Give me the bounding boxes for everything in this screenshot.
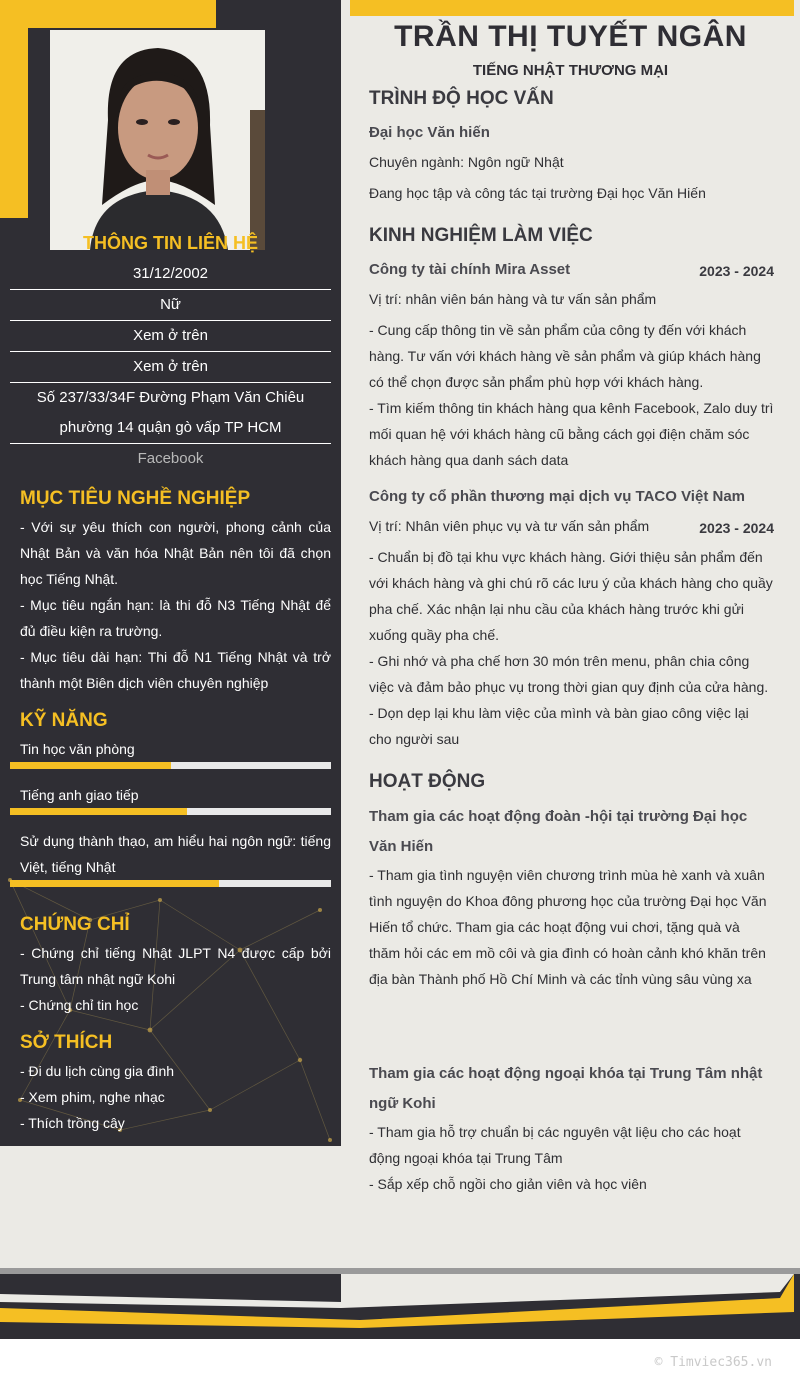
objective-title: MỤC TIÊU NGHỀ NGHIỆP [20, 488, 251, 509]
skill-label-1: Tiếng anh giao tiếp [20, 787, 139, 803]
facebook-link[interactable]: Facebook [137, 450, 204, 467]
skill-bar-fill-2 [10, 880, 219, 887]
bottom-decoration [0, 1268, 800, 1339]
education-desc: Đang học tập và công tác tại trường Đại học Văn Hiến [369, 185, 706, 201]
portrait-icon [50, 30, 265, 250]
activity-name-0: Tham gia các hoạt động đoàn -hội tại trường Đại học Văn Hiến [369, 808, 748, 855]
experience-title: KINH NGHIỆM LÀM VIỆC [369, 225, 593, 246]
skills-title: KỸ NĂNG [20, 710, 108, 731]
job-position-0: Vị trí: nhân viên bán hàng và tư vấn sản phẩm [369, 291, 657, 307]
contact-gender: Nữ [10, 290, 331, 321]
activity-desc-0: - Tham gia tình nguyện viên chương trình mùa hè xanh và xuân tình nguyện do Khoa đông phương học của trường Đại học Văn Hiến tổ chức. Tham gia các hoạt động vui chơi, tặng quà và thăm hỏi các em mồ côi và gia đình có hoàn cảnh khó khăn trên địa bàn Thành phố Hồ Chí Minh và các tỉnh vùng sâu vùng xa [369, 867, 767, 987]
skill-bar-fill-0 [10, 762, 171, 769]
accent-bar-main [350, 0, 794, 16]
accent-bar-left [0, 0, 28, 218]
contact-birthday: 31/12/2002 [10, 259, 331, 290]
activity-desc-1: - Tham gia hỗ trợ chuẩn bị các nguyên vật liệu cho các hoạt động ngoại khóa tại Trung Tâm - Sắp xếp chỗ ngồi cho giản viên và học viên [369, 1124, 741, 1192]
profile-photo [50, 30, 265, 250]
job-company-1: Công ty cổ phần thương mại dịch vụ TACO Việt Nam [369, 488, 745, 505]
skill-label-2: Sử dụng thành thạo, am hiểu hai ngôn ngữ: tiếng Việt, tiếng Nhật [20, 833, 331, 875]
contact-title: THÔNG TIN LIÊN HỆ [83, 233, 258, 253]
candidate-role: TIẾNG NHẬT THƯƠNG MẠI [472, 62, 669, 79]
certificates-text: - Chứng chỉ tiếng Nhật JLPT N4 được cấp bởi Trung tâm nhật ngữ Kohi - Chứng chỉ tin học [20, 945, 331, 1013]
education-title: TRÌNH ĐỘ HỌC VẤN [369, 88, 554, 109]
address-line-2: phường 14 quận gò vấp TP HCM [59, 419, 282, 436]
skill-label-0: Tin học văn phòng [20, 741, 135, 757]
education-school: Đại học Văn hiến [369, 124, 490, 141]
skill-bar-fill-1 [10, 808, 187, 815]
job-desc-1: - Chuẩn bị đồ tại khu vực khách hàng. Giới thiệu sản phẩm đến với khách hàng và ghi chú rõ các lưu ý của khách hàng cho quầy pha chế. Xác nhận lại nhu cầu của khách hàng trước khi gửi xuống quầy pha chế. - Ghi nhớ và pha chế hơn 30 món trên menu, phân chia công việc và đảm bảo phục vụ trong thời gian quy định của cửa hàng. - Dọn dẹp lại khu làm việc của mình và bàn giao công việc lại cho người sau [369, 549, 773, 747]
address-line-1: Số 237/33/34F Đường Phạm Văn Chiêu [36, 389, 305, 406]
activities-title: HOẠT ĐỘNG [369, 771, 486, 792]
job-position-1: Vị trí: Nhân viên phục vụ và tư vấn sản phẩm [369, 518, 650, 534]
contact-address [10, 383, 331, 444]
job-date-0: 2023 - 2024 [699, 263, 774, 279]
skill-bar-1 [10, 808, 331, 815]
accent-bar-top [0, 0, 216, 28]
watermark: © Timviec365.vn [654, 1355, 772, 1370]
job-desc-0: - Cung cấp thông tin về sản phẩm của công ty đến với khách hàng. Tư vấn với khách hàng về sản phẩm và giúp khách hàng có thể chọn được sản phẩm phù hợp với khách hàng. - Tìm kiếm thông tin khách hàng qua kênh Facebook, Zalo duy trì mối quan hệ với khách hàng cũ bằng cách gọi điện chăm sóc khách hàng qua danh sách data [369, 322, 774, 468]
contact-email: Xem ở trên [10, 352, 331, 383]
job-company-0: Công ty tài chính Mira Asset [369, 261, 571, 278]
job-date-1: 2023 - 2024 [699, 520, 774, 536]
education-major: Chuyên ngành: Ngôn ngữ Nhật [369, 154, 564, 170]
skill-bar-2 [10, 880, 331, 887]
candidate-name: TRẦN THỊ TUYẾT NGÂN [394, 20, 747, 53]
activity-name-1: Tham gia các hoạt động ngoại khóa tại Trung Tâm nhật ngữ Kohi [369, 1065, 763, 1112]
hobbies-title: SỞ THÍCH [20, 1032, 113, 1053]
hobbies-text: - Đi du lịch cùng gia đình - Xem phim, nghe nhạc - Thích trồng cây [20, 1063, 175, 1131]
objective-text: - Với sự yêu thích con người, phong cảnh của Nhật Bản và văn hóa Nhật Bản nên tôi đã chọn học Tiếng Nhật. - Mục tiêu ngắn hạn: là thi đỗ N3 Tiếng Nhật để đủ điều kiện ra trường. - Mục tiêu dài hạn: Thi đỗ N1 Tiếng Nhật và trở thành một Biên dịch viên chuyên nghiệp [20, 519, 331, 691]
contact-phone: Xem ở trên [10, 321, 331, 352]
certificates-title: CHỨNG CHỈ [20, 914, 130, 935]
skill-bar-0 [10, 762, 331, 769]
